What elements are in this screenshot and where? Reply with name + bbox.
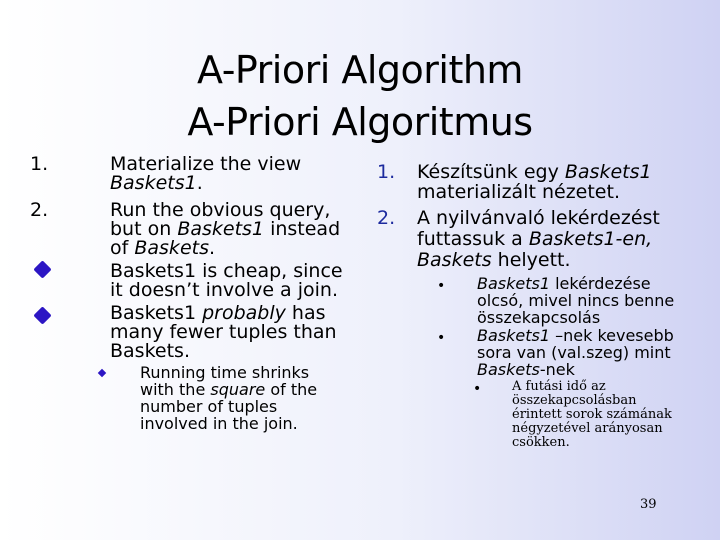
left-item-4-line-2: many fewer tuples than [110, 321, 337, 343]
diamond-bullet-icon [33, 306, 51, 324]
bullet-dot-icon: • [437, 278, 446, 294]
right-bullet-1-line-3: összekapcsolás [477, 308, 601, 327]
right-item-2-line-1: A nyilvánvaló lekérdezést [417, 207, 660, 229]
left-number-1: 1. [30, 153, 49, 175]
small-diamond-bullet-icon [98, 369, 106, 377]
right-sub-line-2: összekapcsolásban [512, 393, 637, 408]
left-sub-line-3: number of tuples [140, 397, 278, 416]
bullet-dot-icon: • [473, 381, 482, 397]
left-item-4-line-1: Baskets1 probably has [110, 302, 326, 324]
right-bullet-1-line-1: Baskets1 lekérdezése [477, 274, 651, 293]
right-item-2-line-2: futtassuk a Baskets1-en, [417, 228, 653, 250]
left-item-3-line-1: Baskets1 is cheap, since [110, 260, 343, 282]
right-bullet-2-line-2: sora van (val.szeg) mint [477, 343, 671, 362]
left-item-3-line-2: it doesn’t involve a join. [110, 279, 338, 301]
right-item-2-line-3: Baskets helyett. [417, 249, 571, 271]
bullet-dot-icon: • [437, 330, 446, 346]
left-number-2: 2. [30, 199, 49, 221]
left-item-1-line-2: Baskets1. [110, 172, 203, 194]
right-bullet-2-line-1: Baskets1 –nek kevesebb [477, 326, 674, 345]
slide-title-hungarian: A-Priori Algoritmus [187, 100, 533, 144]
right-sub-line-4: négyzetével arányosan [512, 421, 663, 436]
right-number-2: 2. [377, 207, 396, 229]
right-item-1-line-1: Készítsünk egy Baskets1 [417, 161, 652, 183]
right-number-1: 1. [377, 161, 396, 183]
left-item-2-line-3: of Baskets. [110, 237, 216, 259]
left-item-2-line-2: but on Baskets1 instead [110, 218, 341, 240]
left-item-1-line-1: Materialize the view [110, 153, 302, 175]
left-sub-line-2: with the square of the [140, 380, 318, 399]
left-item-4-line-3: Baskets. [110, 340, 190, 362]
diamond-bullet-icon [33, 260, 51, 278]
left-sub-line-1: Running time shrinks [140, 363, 310, 382]
right-bullet-2-line-3: Baskets-nek [477, 360, 575, 379]
right-sub-line-5: csökken. [512, 435, 570, 450]
right-bullet-1-line-2: olcsó, mivel nincs benne [477, 291, 675, 310]
left-item-2-line-1: Run the obvious query, [110, 199, 331, 221]
right-sub-line-1: A futási idő az [512, 379, 606, 394]
right-item-1-line-2: materializált nézetet. [417, 181, 620, 203]
page-number: 39 [640, 497, 657, 512]
slide-title-english: A-Priori Algorithm [197, 48, 523, 92]
left-sub-line-4: involved in the join. [140, 414, 298, 433]
right-sub-line-3: érintett sorok számának [512, 407, 672, 422]
